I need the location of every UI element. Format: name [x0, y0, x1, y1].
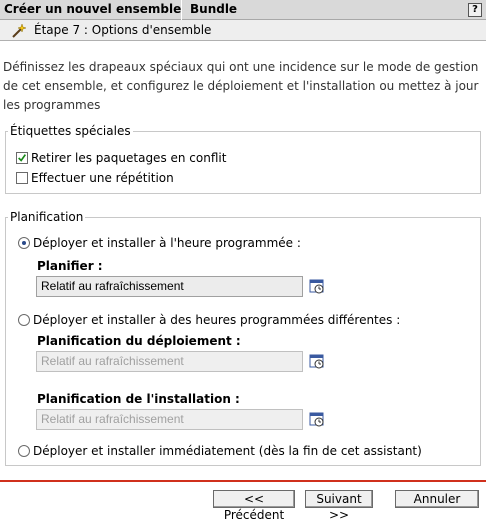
bundle-tab-label: Bundle	[190, 2, 238, 16]
option-immediate-row[interactable]	[18, 444, 422, 458]
install-schedule-field[interactable]: Relatif au rafraîchissement	[36, 409, 303, 430]
wand-icon	[10, 23, 26, 39]
remove-conflicts-checkbox[interactable]	[16, 152, 28, 164]
title-separator	[181, 0, 182, 20]
calendar-icon[interactable]	[309, 278, 325, 294]
install-schedule-label: Planification de l'installation :	[37, 392, 240, 406]
option-scheduled-row[interactable]	[18, 236, 301, 250]
next-button[interactable]: Suivant >>	[305, 490, 373, 508]
intro-text: Définissez les drapeaux spéciaux qui ont une incidence sur le mode de gestion de cet ensemble, et configurez le déploiement et l'installation ou mettez à jour les programmes	[3, 60, 479, 112]
calendar-icon[interactable]	[309, 353, 325, 369]
planning-legend: Planification	[10, 210, 84, 224]
wizard-title: Créer un nouvel ensemble	[4, 2, 182, 16]
immediate-radio[interactable]	[18, 445, 30, 457]
checkmark-icon	[17, 153, 27, 163]
schedule-field[interactable]: Relatif au rafraîchissement	[36, 276, 303, 297]
special-flags-legend: Étiquettes spéciales	[10, 124, 131, 138]
title-bar	[0, 0, 486, 20]
calendar-icon[interactable]	[309, 411, 325, 427]
immediate-label: Déployer et installer immédiatement (dès la fin de cet assistant)	[33, 444, 422, 458]
dry-run-checkbox[interactable]	[16, 172, 28, 184]
help-button[interactable]: ?	[468, 3, 482, 17]
deploy-schedule-field[interactable]: Relatif au rafraîchissement	[36, 351, 303, 372]
different-times-label: Déployer et installer à des heures programmées différentes :	[33, 313, 401, 327]
scheduled-radio[interactable]	[18, 237, 30, 249]
schedule-label: Planifier :	[37, 259, 103, 273]
deploy-schedule-label: Planification du déploiement :	[37, 334, 241, 348]
footer-divider	[0, 480, 486, 482]
option-different-row[interactable]	[18, 313, 400, 327]
step-header	[0, 20, 486, 41]
different-times-radio[interactable]	[18, 314, 30, 326]
conflict-checkbox-row[interactable]	[16, 151, 226, 165]
cancel-button[interactable]: Annuler	[395, 490, 479, 508]
scheduled-label: Déployer et installer à l'heure programmée :	[33, 236, 301, 250]
previous-button[interactable]: << Précédent	[213, 490, 295, 508]
dry-run-checkbox-row[interactable]	[16, 171, 174, 185]
step-title: Étape 7 : Options d'ensemble	[34, 23, 212, 37]
remove-conflicts-label: Retirer les paquetages en conflit	[31, 151, 227, 165]
dry-run-label: Effectuer une répétition	[31, 171, 174, 185]
